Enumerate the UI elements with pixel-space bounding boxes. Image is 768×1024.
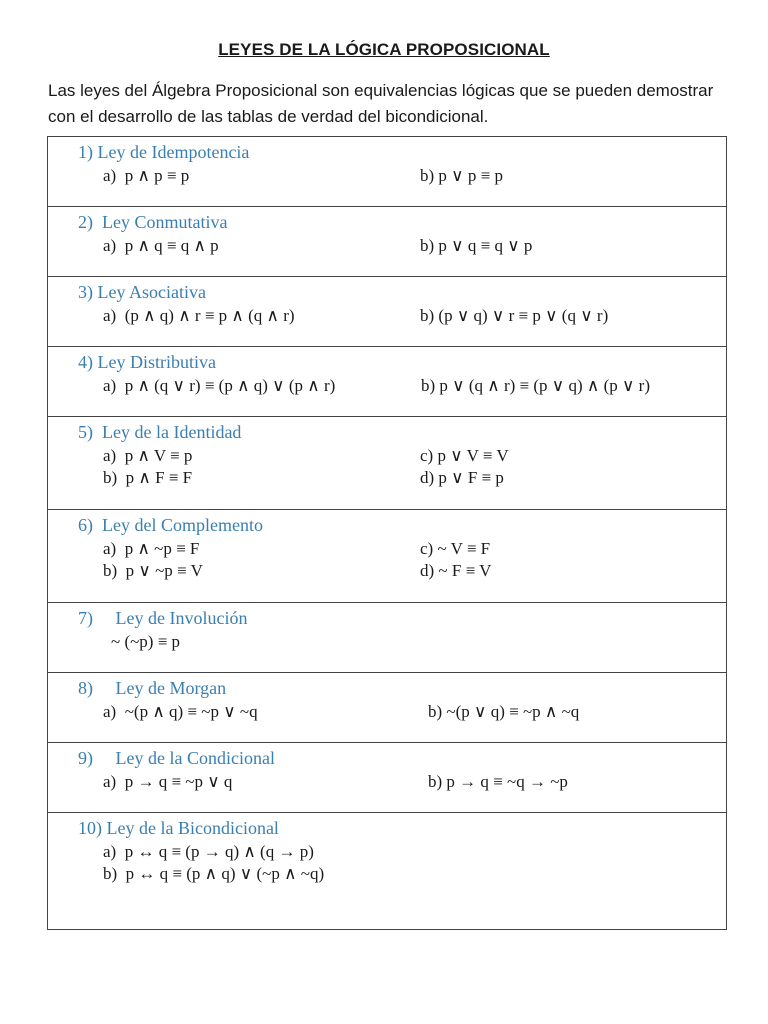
law-title: 3) Ley Asociativa [78,282,206,302]
law-condicional [48,743,726,813]
law-idempotencia [48,137,726,207]
formula-c: c) ~ V ≡ F [420,539,491,558]
laws-table [47,136,727,930]
formula-a: a) p ↔ q ≡ (p → q) ∧ (q → p) [103,842,314,861]
law-identidad [48,417,726,510]
formula-b: b) p ∨ q ≡ q ∨ p [420,236,533,255]
intro-paragraph: Las leyes del Álgebra Proposicional son equivalencias lógicas que se pueden demostrar con el desarrollo de las tablas de verdad del bicondicional. [48,81,714,126]
formula-a: a) p → q ≡ ~p ∨ q [103,772,233,791]
formula-b: b) p ∨ (q ∧ r) ≡ (p ∨ q) ∧ (p ∨ r) [421,376,651,395]
law-conmutativa [48,207,726,277]
formula-a: a) p ∧ V ≡ p [103,446,193,465]
law-title: 9) Ley de la Condicional [78,748,275,768]
law-title: 1) Ley de Idempotencia [78,142,250,162]
law-morgan [48,673,726,743]
formula-a: a) p ∧ ~p ≡ F [103,539,200,558]
formula-b: b) p ∨ p ≡ p [420,166,503,185]
formula-a: a) p ∧ q ≡ q ∧ p [103,236,219,255]
formula-b: b) ~(p ∨ q) ≡ ~p ∧ ~q [428,702,580,721]
law-distributiva [48,347,726,417]
law-involucion [48,603,726,673]
formula-a: a) ~(p ∧ q) ≡ ~p ∨ ~q [103,702,258,721]
law-title: 10) Ley de la Bicondicional [78,818,279,838]
law-title: 5) Ley de la Identidad [78,422,242,442]
law-title: 4) Ley Distributiva [78,352,216,372]
law-title: 7) Ley de Involución [78,608,248,628]
page-title: LEYES DE LA LÓGICA PROPOSICIONAL [218,40,550,59]
law-bicondicional [48,813,726,929]
law-title: 8) Ley de Morgan [78,678,227,698]
formula-b: b) p ∧ F ≡ F [103,468,193,487]
law-asociativa [48,277,726,347]
formula-b: b) p ↔ q ≡ (p ∧ q) ∨ (~p ∧ ~q) [103,864,325,883]
formula-b: b) p → q ≡ ~q → ~p [428,772,568,791]
formula-b: b) (p ∨ q) ∨ r ≡ p ∨ (q ∨ r) [420,306,609,325]
formula-a: a) (p ∧ q) ∧ r ≡ p ∧ (q ∧ r) [103,306,295,325]
law-complemento [48,510,726,603]
formula-b: b) p ∨ ~p ≡ V [103,561,203,580]
formula-c: c) p ∨ V ≡ V [420,446,509,465]
law-title: 6) Ley del Complemento [78,515,263,535]
formula-a: a) p ∧ (q ∨ r) ≡ (p ∧ q) ∨ (p ∧ r) [103,376,336,395]
formula-d: d) ~ F ≡ V [420,561,492,580]
formula-d: d) p ∨ F ≡ p [420,468,504,487]
formula-a: ~ (~p) ≡ p [111,632,181,651]
law-title: 2) Ley Conmutativa [78,212,228,232]
formula-a: a) p ∧ p ≡ p [103,166,190,185]
